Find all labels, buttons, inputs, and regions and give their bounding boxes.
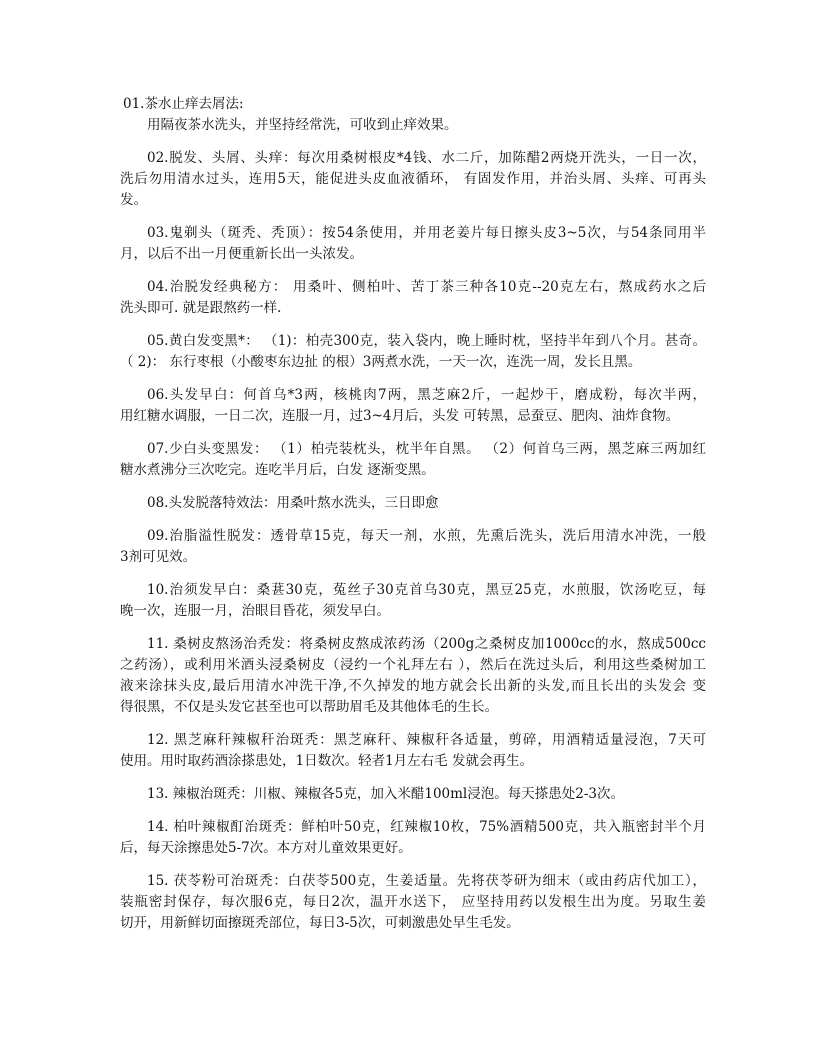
- text-line: 得很黑，不仅是头发它甚至也可以帮助眉毛及其他体毛的生长。: [120, 699, 498, 715]
- paragraph-09: [120, 526, 706, 568]
- text-line: 装瓶密封保存，每次服6克，每日2次，温开水送下， 应坚持用药以发根生出为度。另取生姜: [120, 894, 706, 910]
- text-line: 01.茶水止痒去屑法:: [123, 96, 244, 112]
- text-line: 12. 黑芝麻秆辣椒秆治斑秃：黑芝麻秆、辣椒秆各适量，剪碎，用酒精适量浸泡，7天可: [147, 732, 706, 748]
- text-line: 用隔夜茶水洗头，并坚持经常洗，可收到止痒效果。: [147, 117, 458, 133]
- paragraph-13: [120, 784, 706, 805]
- text-line: 14. 柏叶辣椒酊治斑秃：鲜柏叶50克，红辣椒10枚，75%酒精500克，共入瓶密封半个月: [147, 819, 706, 835]
- paragraph-08: [120, 493, 706, 514]
- paragraph-11: [120, 634, 706, 718]
- text-line: 13. 辣椒治斑秃：川椒、辣椒各5克，加入米醋100ml浸泡。每天搽患处2-3次。: [147, 786, 624, 802]
- text-line: 糖水煮沸分三次吃完。连吃半月后，白发 逐渐变黑。: [120, 462, 435, 478]
- paragraph-15: [120, 871, 706, 934]
- document-body: [120, 94, 706, 946]
- text-line: 03.鬼剃头（斑秃、秃顶）：按54条使用，并用老姜片每日擦头皮3~5次，与54条同用半: [147, 225, 706, 241]
- paragraph-01: [120, 94, 706, 136]
- text-line: 09.治脂溢性脱发：透骨草15克，每天一剂，水煎，先熏后洗头，洗后用清水冲洗，一般: [147, 528, 706, 544]
- text-line: 06.头发早白：何首乌*3两，核桃肉7两，黑芝麻2斤，一起炒干，磨成粉，每次半两，: [147, 387, 706, 403]
- paragraph-04: [120, 277, 706, 319]
- paragraph-12: [120, 730, 706, 772]
- text-line: 使用。用时取药酒涂搽患处，1日数次。轻者1月左右毛 发就会再生。: [120, 753, 533, 769]
- text-line: 用红糖水调服，一日二次，连服一月，过3~4月后，头发 可转黑，忌蚕豆、肥肉、油炸食物。: [120, 408, 680, 424]
- text-line: 04.治脱发经典秘方： 用桑叶、侧柏叶、苦丁茶三种各10克--20克左右，熬成药水之后: [147, 279, 706, 295]
- text-line: 后，每天涂擦患处5-7次。本方对儿童效果更好。: [120, 840, 412, 856]
- paragraph-06: [120, 385, 706, 427]
- text-line: 10.治须发早白：桑葚30克，菟丝子30克首乌30克，黑豆25克，水煎服，饮汤吃豆，每: [147, 582, 706, 598]
- paragraph-03: [120, 223, 706, 265]
- text-line: 02.脱发、头屑、头痒：每次用桑树根皮*4钱、水二斤，加陈醋2两烧开洗头，一日一次，: [147, 150, 706, 166]
- text-line: 液来涂抹头皮,最后用清水冲洗干净,不久掉发的地方就会长出新的头发,而且长出的头发会 变: [120, 678, 706, 694]
- text-line: 11. 桑树皮熬汤治秃发：将桑树皮熬成浓药汤（200g之桑树皮加1000cc的水，熬成500cc: [147, 636, 706, 652]
- text-line: 3剂可见效。: [120, 549, 197, 565]
- text-line: 晚一次，连服一月，治眼目昏花，须发早白。: [120, 603, 390, 619]
- text-line: 发。: [120, 192, 147, 208]
- paragraph-07: [120, 439, 706, 481]
- text-line: 月，以后不出一月便重新长出一头浓发。: [120, 246, 363, 262]
- text-line: 洗头即可. 就是跟熬药一样.: [120, 300, 282, 316]
- text-line: 05.黄白发变黑*： （1)：柏壳300克，装入袋内，晚上睡时枕，坚持半年到八个月。甚奇。: [147, 333, 706, 349]
- text-line: 之药汤），或利用米酒头浸桑树皮（浸约一个礼拜左右 ），然后在洗过头后，利用这些桑树加工: [120, 657, 706, 673]
- text-line: 洗后勿用清水过头，连用5天，能促进头皮血液循环， 有固发作用，并治头屑、头痒、可再头: [120, 171, 706, 187]
- paragraph-10: [120, 580, 706, 622]
- text-line: 07.少白头变黑发： （1）柏壳装枕头，枕半年自黑。 （2）何首乌三两，黑芝麻三两加红: [147, 441, 706, 457]
- paragraph-05: [120, 331, 706, 373]
- text-line: 切开，用新鲜切面擦斑秃部位，每日3-5次，可刺激患处早生毛发。: [120, 915, 520, 931]
- text-line: 15. 茯苓粉可治斑秃：白茯苓500克，生姜适量。先将茯苓研为细末（或由药店代加工），: [147, 873, 706, 889]
- text-line: 08.头发脱落特效法：用桑叶熬水洗头，三日即愈: [147, 495, 439, 511]
- paragraph-14: [120, 817, 706, 859]
- text-line: （ 2)： 东行枣根（小酸枣东边扯 的根）3两煮水洗，一天一次，连洗一周，发长且黑。: [120, 354, 642, 370]
- paragraph-02: [120, 148, 706, 211]
